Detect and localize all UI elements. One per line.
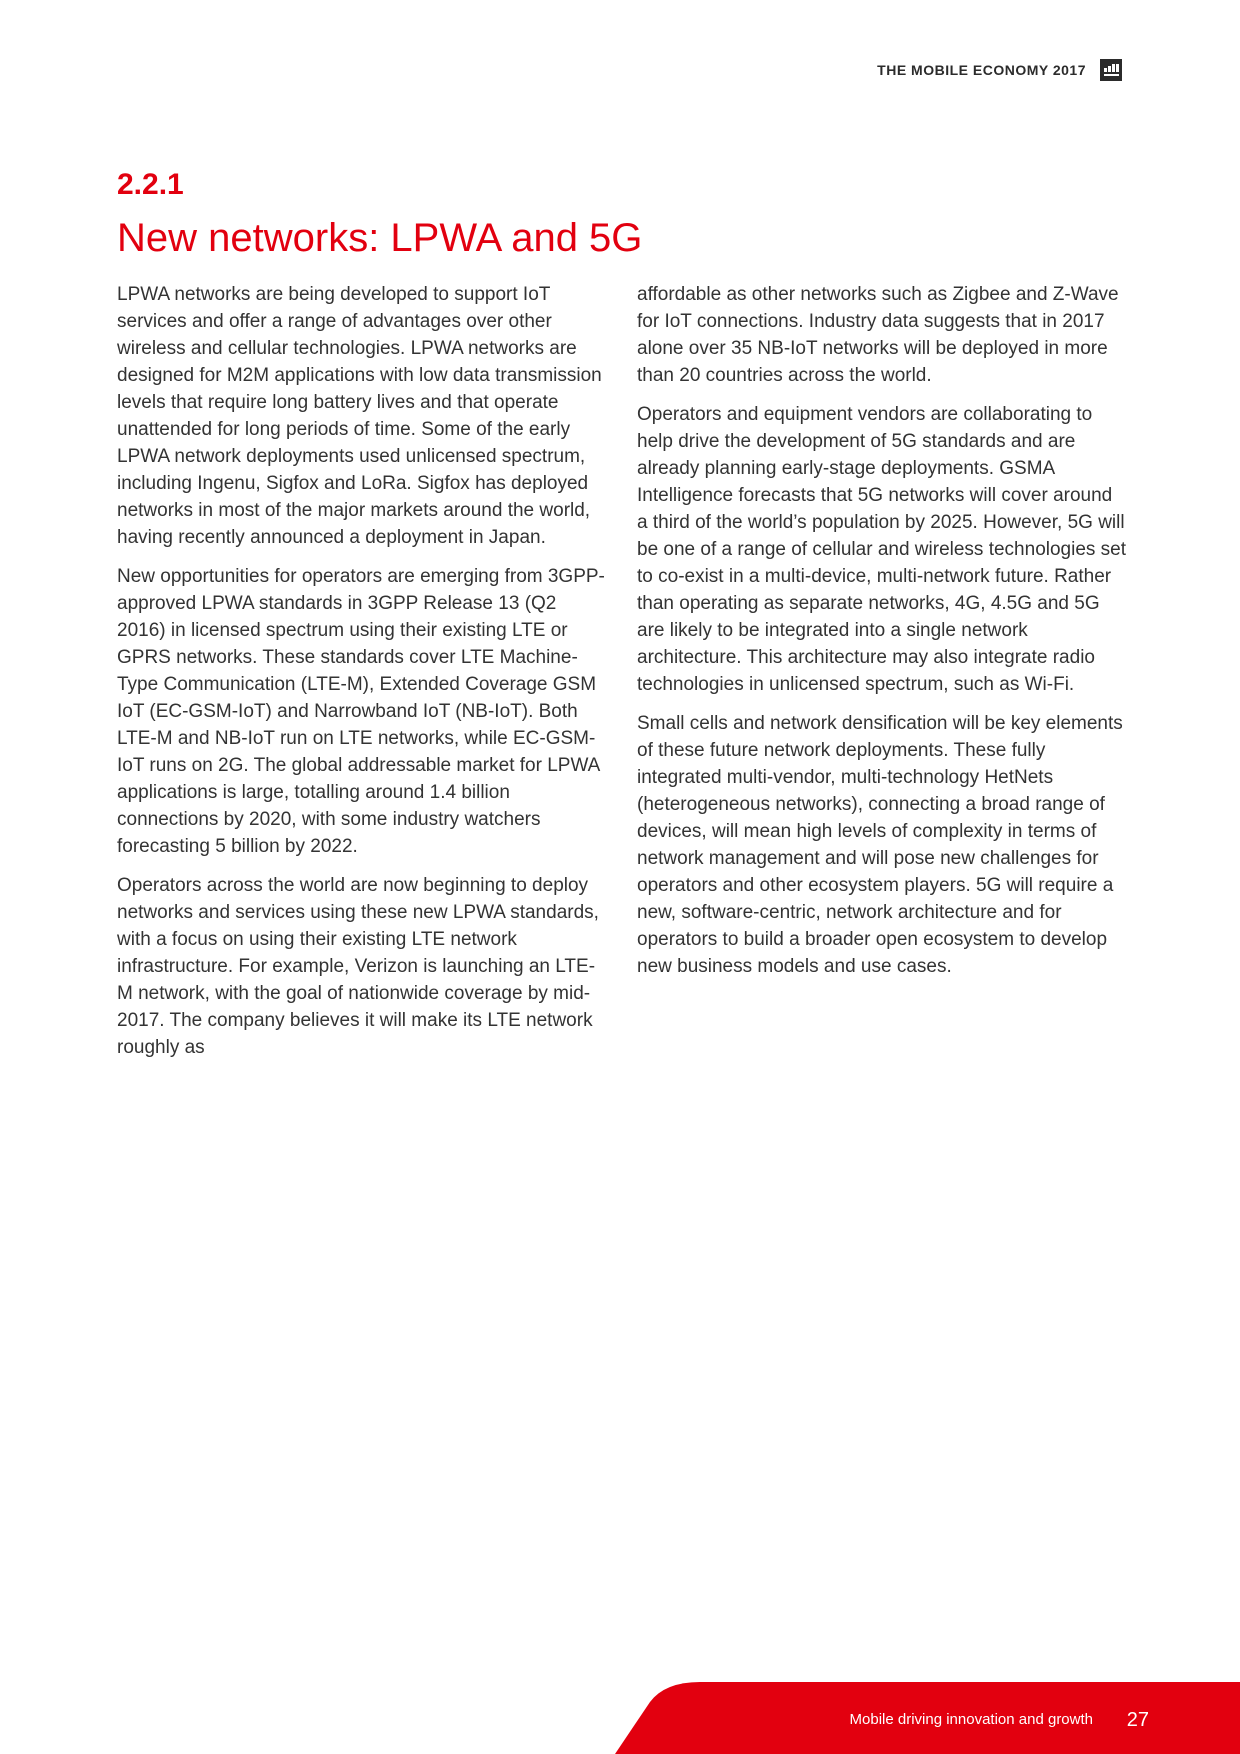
header-title: THE MOBILE ECONOMY 2017	[877, 62, 1086, 78]
section-number: 2.2.1	[117, 168, 184, 201]
body-paragraph: LPWA networks are being developed to support IoT services and offer a range of advantages over other wireless and cellular technologies. LPWA networks are designed for M2M applications with low data transmission levels that require long battery lives and that operate unattended for long periods of time. Some of the early LPWA network deployments used unlicensed spectrum, including Ingenu, Sigfox and LoRa. Sigfox has deployed networks in most of the major markets around the world, having recently announced a deployment in Japan.	[117, 284, 602, 548]
footer-tagline: Mobile driving innovation and growth	[849, 1711, 1093, 1728]
left-column	[117, 281, 607, 1073]
body-paragraph: Small cells and network densification will be key elements of these future network deployments. These fully integrated multi-vendor, multi-technology HetNets (heterogeneous networks), connecting a broad range of devices, will mean high levels of complexity in terms of network management and will pose new challenges for operators and other ecosystem players. 5G will require a new, software-centric, network architecture and for operators to build a broader open ecosystem to develop new business models and use cases.	[637, 713, 1123, 977]
body-paragraph: Operators and equipment vendors are collaborating to help drive the development of 5G standards and are already planning early-stage deployments. GSMA Intelligence forecasts that 5G networks will cover around a third of the world’s population by 2025. However, 5G will be one of a range of cellular and wireless technologies set to co-exist in a multi-device, multi-network future. Rather than operating as separate networks, 4G, 4.5G and 5G are likely to be integrated into a single network architecture. This architecture may also integrate radio technologies in unlicensed spectrum, such as Wi-Fi.	[637, 404, 1127, 695]
section-title: New networks: LPWA and 5G	[117, 216, 643, 260]
right-column	[637, 281, 1127, 992]
body-paragraph: affordable as other networks such as Zigbee and Z-Wave for IoT connections. Industry data suggests that in 2017 alone over 35 NB-IoT networks will be deployed in more than 20 countries across the world.	[637, 284, 1119, 386]
body-paragraph: Operators across the world are now beginning to deploy networks and services using these new LPWA standards, with a focus on using their existing LTE network infrastructure. For example, Verizon is launching an LTE-M network, with the goal of nationwide coverage by mid-2017. The company believes it will make its LTE network roughly as	[117, 875, 599, 1058]
body-paragraph: New opportunities for operators are emerging from 3GPP-approved LPWA standards in 3GPP Release 13 (Q2 2016) in licensed spectrum using their existing LTE or GPRS networks. These standards cover LTE Machine-Type Communication (LTE-M), Extended Coverage GSM IoT (EC-GSM-IoT) and Narrowband IoT (NB-IoT). Both LTE-M and NB-IoT run on LTE networks, while EC-GSM-IoT runs on 2G. The global addressable market for LPWA applications is large, totalling around 1.4 billion connections by 2020, with some industry watchers forecasting 5 billion by 2022.	[117, 566, 605, 857]
page-number: 27	[1126, 1709, 1149, 1731]
running-header	[877, 59, 1122, 81]
gsma-logo-icon	[1100, 59, 1122, 81]
